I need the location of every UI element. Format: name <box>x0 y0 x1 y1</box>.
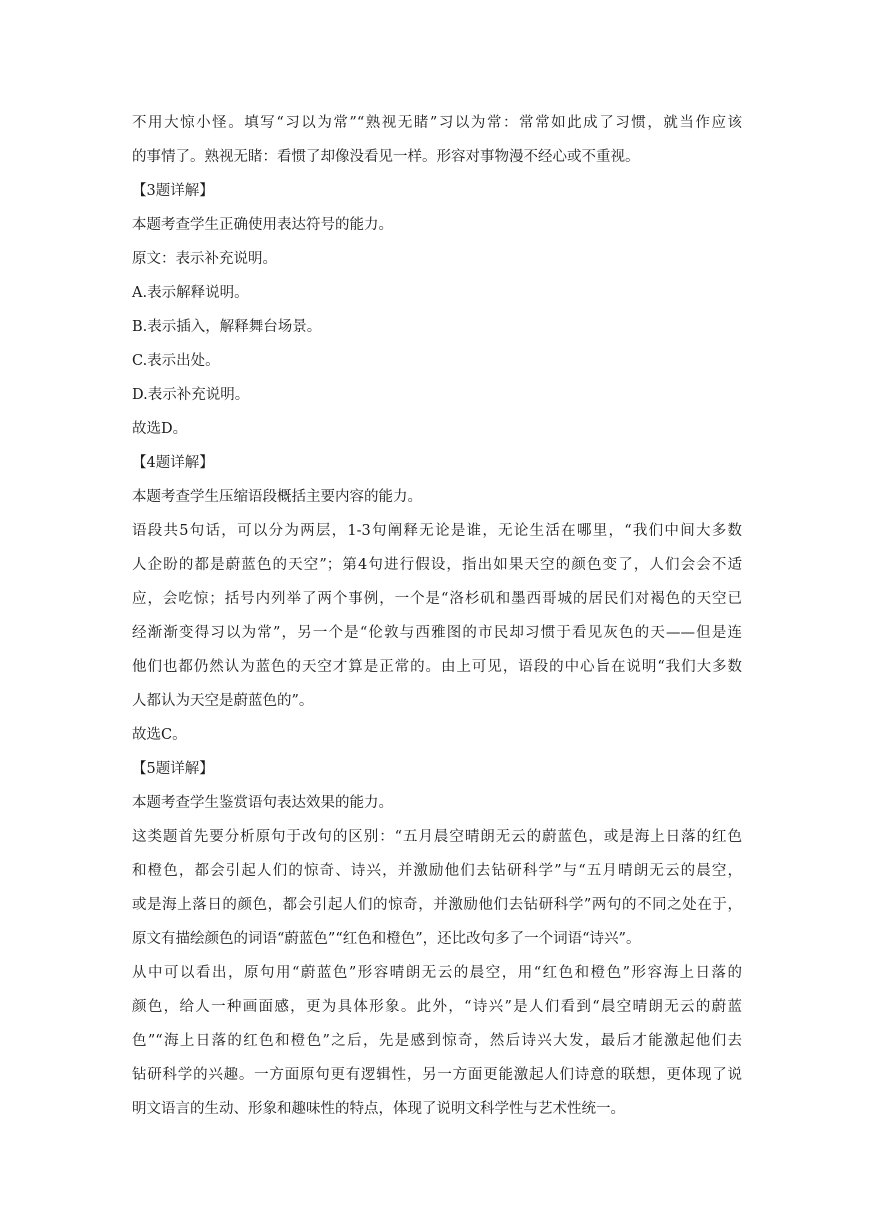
text-line: 明文语言的生动、形象和趣味性的特点，体现了说明文科学性与艺术性统一。 <box>132 1101 625 1117</box>
text-line: 原文有描绘颜色的词语“蔚蓝色”“红色和橙色”，还比改句多了一个词语“诗兴”。 <box>132 931 641 947</box>
section-heading: 【3题详解】 <box>132 183 214 199</box>
option-line: B.表示插入，解释舞台场景。 <box>132 319 322 335</box>
text-line: 或是海上落日的颜色，都会引起人们的惊奇，并激励他们去钻研科学”两句的不同之处在于， <box>132 897 742 913</box>
answer-line: 故选C。 <box>132 727 187 743</box>
text-line: 的事情了。熟视无睹：看惯了却像没看见一样。形容对事物漫不经心或不重视。 <box>132 149 640 165</box>
option-line: D.表示补充说明。 <box>132 387 250 403</box>
text-line: 应，会吃惊；括号内列举了两个事例，一个是“洛杉矶和墨西哥城的居民们对褐色的天空已 <box>132 591 742 607</box>
answer-line: 故选D。 <box>132 421 188 437</box>
text-line: 人都认为天空是蔚蓝色的”。 <box>132 693 314 709</box>
text-line: 从中可以看出，原句用“蔚蓝色”形容晴朗无云的晨空，用“红色和橙色”形容海上日落的 <box>132 965 742 981</box>
text-line: 这类题首先要分析原句于改句的区别：“五月晨空晴朗无云的蔚蓝色，或是海上日落的红色 <box>132 829 742 845</box>
text-line: 色”“海上日落的红色和橙色”之后，先是感到惊奇，然后诗兴大发，最后才能激起他们去 <box>132 1033 742 1049</box>
text-line: 本题考查学生鉴赏语句表达效果的能力。 <box>132 795 393 811</box>
text-line: 钻研科学的兴趣。一方面原句更有逻辑性，另一方面更能激起人们诗意的联想，更体现了说 <box>132 1067 742 1083</box>
text-line: 原文：表示补充说明。 <box>132 251 277 267</box>
text-line: 语段共5句话，可以分为两层，1-3句阐释无论是谁，无论生活在哪里，“我们中间大多数 <box>132 523 742 539</box>
text-line: 本题考查学生压缩语段概括主要内容的能力。 <box>132 489 422 505</box>
text-line: 人企盼的都是蔚蓝色的天空”；第4句进行假设，指出如果天空的颜色变了，人们会会不适 <box>132 557 742 573</box>
document-page <box>132 106 742 1126</box>
section-heading: 【4题详解】 <box>132 455 214 471</box>
text-line: 颜色，给人一种画面感，更为具体形象。此外，“诗兴”是人们看到“晨空晴朗无云的蔚蓝 <box>132 999 742 1015</box>
option-line: A.表示解释说明。 <box>132 285 249 301</box>
text-line: 和橙色，都会引起人们的惊奇、诗兴，并激励他们去钻研科学”与“五月晴朗无云的晨空， <box>132 863 742 879</box>
section-heading: 【5题详解】 <box>132 761 214 777</box>
text-line: 他们也都仍然认为蓝色的天空才算是正常的。由上可见，语段的中心旨在说明“我们大多数 <box>132 659 742 675</box>
option-line: C.表示出处。 <box>132 353 220 369</box>
text-line: 不用大惊小怪。填写“习以为常”“熟视无睹”习以为常：常常如此成了习惯，就当作应该 <box>132 115 742 131</box>
text-line: 经渐渐变得习以为常”，另一个是“伦敦与西雅图的市民却习惯于看见灰色的天——但是连 <box>132 625 742 641</box>
text-line: 本题考查学生正确使用表达符号的能力。 <box>132 217 393 233</box>
